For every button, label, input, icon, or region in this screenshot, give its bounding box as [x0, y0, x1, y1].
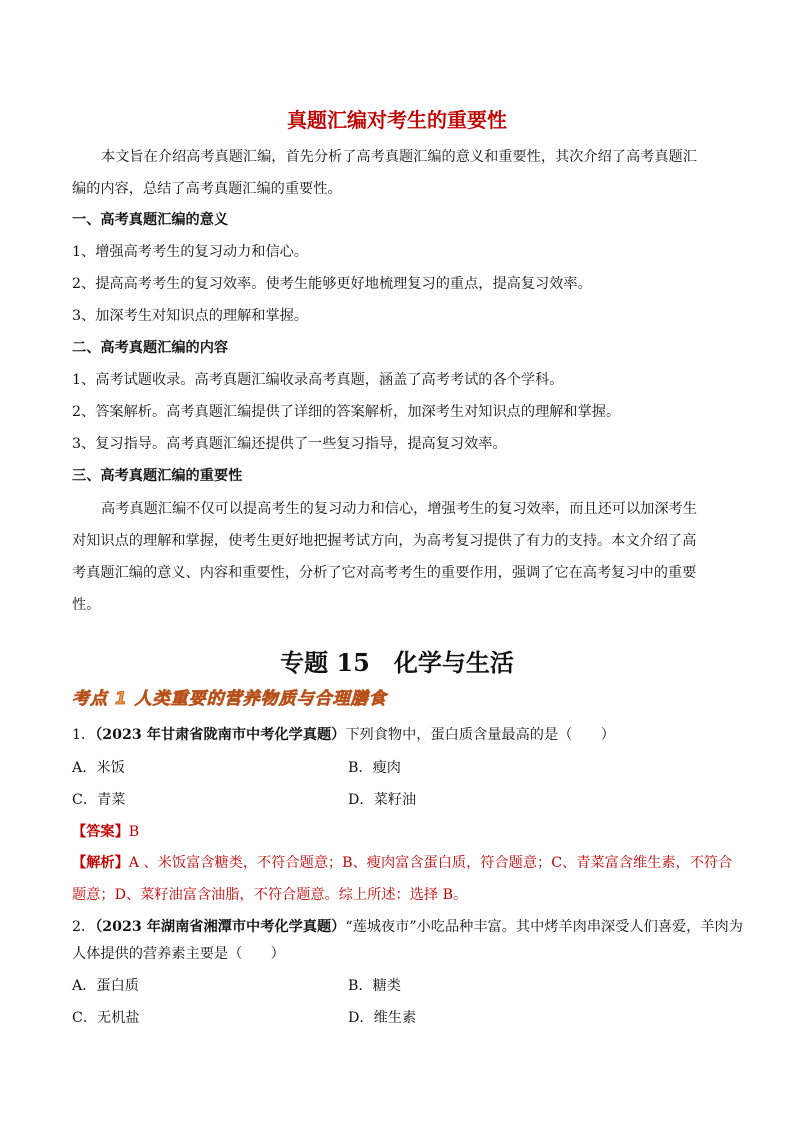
analysis-line — [72, 853, 732, 873]
section-heading: 二、高考真题汇编的内容 — [72, 340, 229, 356]
section-heading: 三、高考真题汇编的重要性 — [72, 468, 243, 484]
question-stem: “莲城夜市”小吃品种丰富。其中烤羊肉串深受人们喜爱，羊肉为 — [345, 919, 743, 935]
question-source: （2023 年湖南省湘潭市中考化学真题） — [95, 919, 346, 935]
section-heading: 一、高考真题汇编的意义 — [72, 212, 229, 228]
list-item: 2、答案解析。高考真题汇编提供了详细的答案解析，加深考生对知识点的理解和掌握。 — [72, 404, 621, 420]
option-a: A．蛋白质 — [72, 978, 139, 994]
option-b: B．瘦肉 — [348, 760, 401, 776]
conclusion-line: 考真题汇编的意义、内容和重要性，分析了它对高考考生的重要作用，强调了它在高考复习中的重要 — [72, 565, 697, 581]
option-c: C．青菜 — [72, 792, 126, 808]
option-d: D．维生素 — [348, 1010, 417, 1026]
conclusion-line: 对知识点的理解和掌握，使考生更好地把握考试方向，为高考复习提供了有力的支持。本文介绍了高 — [72, 533, 697, 549]
answer-line — [72, 822, 139, 842]
intro-title: 真题汇编对考生的重要性 — [287, 108, 507, 132]
list-item: 3、复习指导。高考真题汇编还提供了一些复习指导，提高复习效率。 — [72, 436, 507, 452]
question-2 — [72, 917, 743, 937]
list-item: 3、加深考生对知识点的理解和掌握。 — [72, 308, 309, 324]
list-item: 2、提高高考考生的复习效率。使考生能够更好地梳理复习的重点，提高复习效率。 — [72, 276, 592, 292]
answer-label: 【答案】 — [72, 824, 129, 840]
question-stem-line: 人体提供的营养素主要是（ ） — [72, 946, 285, 962]
list-item: 1、增强高考考生的复习动力和信心。 — [72, 244, 309, 260]
conclusion-line: 高考真题汇编不仅可以提高考生的复习动力和信心，增强考生的复习效率，而且还可以加深考生 — [101, 501, 697, 517]
list-item: 1、高考试题收录。高考真题汇编收录高考真题，涵盖了高考考试的各个学科。 — [72, 372, 564, 388]
option-a: A．米饭 — [72, 760, 125, 776]
kaodian-heading: 考点 1 人类重要的营养物质与合理膳食 — [72, 689, 387, 709]
analysis-text: A 、米饭富含糖类，不符合题意；B、瘦肉富含蛋白质，符合题意；C、青菜富含维生素，不符合 — [128, 855, 733, 871]
question-stem: 下列食物中，蛋白质含量最高的是（ ） — [345, 727, 615, 743]
option-b: B．糖类 — [348, 978, 401, 994]
topic-title: 专题 15 化学与生活 — [280, 648, 514, 677]
analysis-line: 题意；D、菜籽油富含油脂，不符合题意。综上所述：选择 B。 — [72, 887, 468, 903]
analysis-label: 【解析】 — [72, 855, 129, 871]
option-c: C．无机盐 — [72, 1010, 140, 1026]
option-d: D．菜籽油 — [348, 792, 417, 808]
question-number: 2． — [72, 919, 96, 935]
question-1 — [72, 725, 615, 745]
intro-paragraph-line: 本文旨在介绍高考真题汇编，首先分析了高考真题汇编的意义和重要性，其次介绍了高考真题汇 — [101, 149, 697, 165]
conclusion-line: 性。 — [72, 597, 101, 613]
intro-paragraph-line: 编的内容，总结了高考真题汇编的重要性。 — [72, 181, 342, 197]
question-source: （2023 年甘肃省陇南市中考化学真题） — [95, 727, 346, 743]
question-number: 1． — [72, 727, 96, 743]
answer-value: B — [128, 824, 140, 840]
